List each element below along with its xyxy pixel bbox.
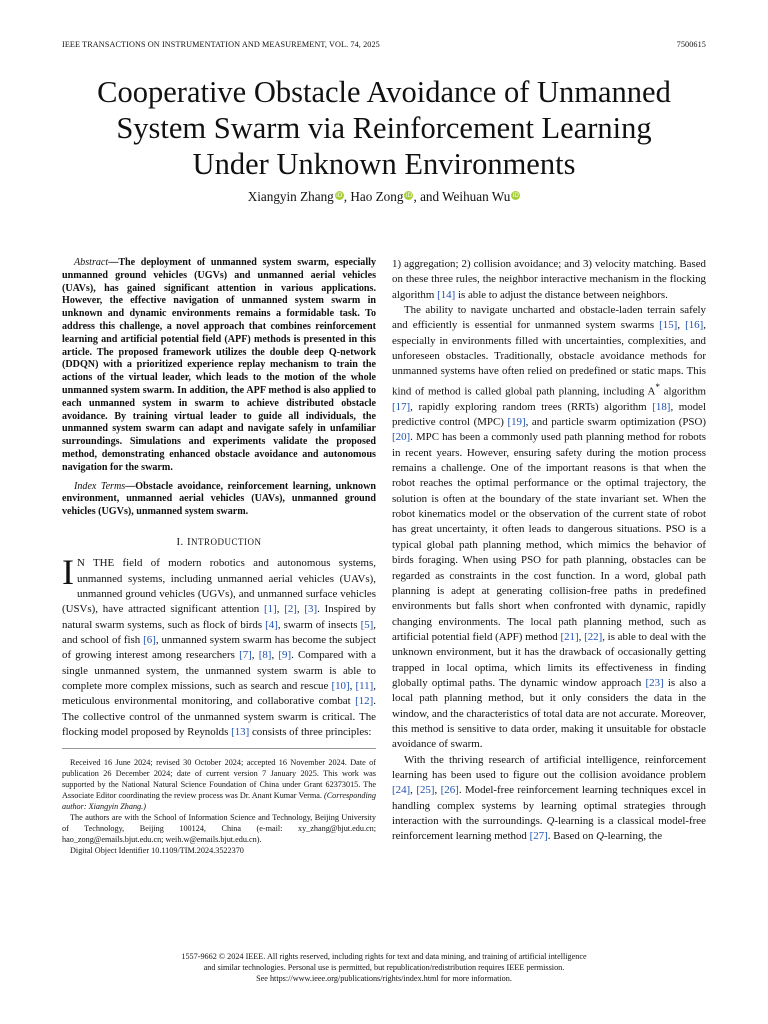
index-terms-text: Obstacle avoidance, reinforcement learning, unknown environment, unmanned aerial vehicles (UAVs), unmanned ground vehicles (UGVs), unmanned system swarm.	[62, 480, 376, 518]
index-terms-dash: —	[125, 480, 136, 492]
citation-link[interactable]: [26]	[440, 784, 459, 797]
body-text: N THE field of modern robotics and autonomous systems, unmanned systems, including unmanned aerial vehicles (UAVs), unmanned ground vehicles (UGVs), and unmanned surface vehicles (USVs), have attracted significant attention	[62, 557, 376, 616]
body-text: . MPC has been a commonly used path planning method for robots in recent years. However, ensuring safety during the motion process remains a challenge. One of the important reasons is that when the robot reaches the optimal performance or the optimal trajectory, the solution is often at the boundary of the state invariant set. When the robot kinematics model or the observation of the current state of robot has great uncertainty, it often leads to dangerous situations. PSO is a typical global path planning method, which mimics the behavior of birds foraging. When using PSO for path planning, obstacles can be regarded as constraints in the cost function. In a word, global path planning is adept at generating collision-free paths in predefined environments but falls short when confronted with dynamic, rapidly changing environments. The local path planning method, such as artificial potential field (APF) method	[392, 431, 706, 643]
citation-link[interactable]: [2]	[284, 603, 297, 616]
title-line-2: System Swarm via Reinforcement Learning	[116, 111, 652, 145]
journal-name: IEEE TRANSACTIONS ON INSTRUMENTATION AND MEASUREMENT, VOL. 74, 2025	[62, 40, 380, 49]
abstract-label: Abstract	[74, 257, 109, 268]
page-number: 7500615	[676, 40, 706, 49]
body-text: ,	[271, 649, 279, 662]
body-text: , is able to deal with the unknown environment, but it has the drawback of occasionally getting trapped in local optima, which limits its effectiveness in finding globally optimal paths. The dynamic window approach	[392, 630, 706, 689]
section-heading	[62, 535, 376, 550]
body-text: . Inspired by natural swarm systems, such as flock of birds	[62, 603, 376, 631]
drop-cap: I	[62, 552, 74, 593]
section-numeral: I.	[176, 535, 184, 548]
corresponding-author: (Corresponding author: Xiangyin Zhang.)	[62, 791, 376, 812]
section-title-rest: NTRODUCTION	[191, 536, 262, 547]
citation-link[interactable]: [22]	[584, 630, 603, 643]
body-text: , meticulous environmental monitoring, and collaborative combat	[62, 680, 376, 708]
index-terms-label: Index Terms	[74, 480, 126, 492]
body-text: , especially in environments filled with uncertainties, complexities, and unforeseen obstacles. Traditionally, obstacle avoidance methods for unmanned systems have often relied on predefined or static maps. This kind of method is called global path planning, including A	[392, 319, 706, 398]
body-text: ,	[349, 680, 356, 693]
index-terms	[62, 481, 376, 519]
doi-line[interactable]: Digital Object Identifier 10.1109/TIM.2024.3522370	[70, 845, 244, 855]
abstract	[62, 257, 376, 475]
citation-link[interactable]: [8]	[258, 649, 272, 662]
copyright-line: and similar technologies. Personal use is permitted, but republication/redistribution requires IEEE permission.	[203, 963, 565, 972]
abstract-dash: —	[108, 257, 119, 268]
body-text: , swarm of insects	[277, 618, 361, 631]
body-text: ,	[434, 784, 441, 797]
citation-link[interactable]: [3]	[304, 603, 318, 616]
footnote-received	[62, 758, 376, 813]
copyright-notice	[60, 951, 708, 984]
body-text: , unmanned system swarm has become the subject of growing interest among researchers	[62, 634, 376, 662]
body-text: With the thriving research of artificial intelligence, reinforcement learning has been used to figure out the collision avoidance problem	[392, 753, 706, 781]
body-text: The ability to navigate uncharted and obstacle-laden terrain safely and efficiently is essential for unmanned system swarms	[392, 304, 706, 332]
left-column	[62, 257, 376, 857]
body-text: algorithm	[659, 385, 706, 398]
body-text: , and school of fish	[62, 618, 376, 646]
citation-link[interactable]: [20]	[392, 431, 411, 444]
body-text: , and particle swarm optimization (PSO)	[525, 416, 706, 429]
section-title-initial: I	[186, 535, 192, 548]
abstract-text: The deployment of unmanned system swarm, especially unmanned ground vehicles (UGVs) and unmanned aerial vehicles (UAVs), has gained significant attention in various applications. However, the effective navigation of unmanned system swarm in unknown and dynamic environments remains a formidable task. To address this challenge, a novel approach that combines reinforcement learning and artificial potential field (APF) methods is presented in this article. The proposed framework utilizes the double deep Q-network (DDQN) with a prioritized experience replay mechanism to train the actions of the virtual leader, which leads to the motion of the whole unmanned system swarm. In addition, the APF method is also applied to each unmanned system in swarm to achieve distributed obstacle avoidance. By training virtual leader to guide all individuals, the unmanned system swarm can adapt and navigate safely in unfamiliar surroundings. Simulations and experiments validate the proposed method, demonstrating enhanced obstacle avoidance and autonomous navigation for the swarm.	[62, 257, 376, 473]
footnote-affiliation: The authors are with the School of Information Science and Technology, Beijing University of Technology, Beijing 100124, China (e-mail: xy_zhang@bjut.edu.cn; hao_zong@emails.bjut.edu.cn; weih.w@emails.bjut.edu.cn).	[62, 812, 376, 844]
superscript: *	[655, 381, 660, 392]
body-text: consists of three principles:	[249, 726, 372, 739]
body-paragraph	[392, 303, 706, 753]
right-column	[392, 257, 706, 845]
body-text: ,	[251, 649, 259, 662]
citation-link[interactable]: [23]	[645, 676, 664, 689]
body-paragraph	[392, 753, 706, 845]
math-symbol: Q	[596, 830, 605, 843]
orcid-icon[interactable]: iD	[405, 192, 413, 199]
body-text: ,	[410, 784, 417, 797]
author-list	[40, 189, 728, 205]
paper-title	[40, 74, 728, 182]
body-text: ,	[296, 603, 305, 616]
author-name: Weihuan Wu	[442, 189, 511, 204]
citation-link[interactable]: [12]	[355, 695, 374, 708]
orcid-icon[interactable]: iD	[512, 192, 519, 199]
citation-link[interactable]: [15]	[659, 319, 678, 332]
body-text: ,	[677, 319, 686, 332]
body-text: 1) aggregation; 2) collision avoidance; and 3) velocity matching. Based on these three rules, the neighbor interactive mechanism in the flocking algorithm	[392, 258, 706, 301]
author-name: Hao Zong	[350, 189, 404, 204]
title-line-3: Under Unknown Environments	[192, 147, 576, 181]
citation-link[interactable]: [17]	[392, 400, 411, 413]
body-text: . Based on	[547, 830, 597, 843]
body-text: is also a local path planning method, but it only considers the data in the window, and the characteristics of total data are not accurate. Moreover, this method is sensitive to data order, making it unsuitable for obstacle avoidance of swarm.	[392, 676, 706, 751]
citation-link[interactable]: [6]	[143, 634, 156, 646]
footnote-divider	[62, 748, 376, 749]
body-text: ,	[276, 603, 285, 616]
copyright-line: 1557-9662 © 2024 IEEE. All rights reserved, including rights for text and data mining, and training of artificial intelligence	[181, 952, 587, 961]
citation-link[interactable]: [18]	[652, 400, 671, 413]
citation-link[interactable]: [10]	[331, 680, 350, 693]
intro-paragraph	[62, 552, 376, 740]
citation-link[interactable]: [1]	[264, 603, 277, 616]
body-text: -learning is a classical model-free reinforcement learning method	[392, 815, 706, 843]
citation-link[interactable]: [24]	[392, 784, 411, 797]
author-separator: ,	[343, 189, 351, 204]
citation-link[interactable]: [7]	[239, 649, 252, 662]
citation-link[interactable]: [11]	[355, 680, 374, 693]
citation-link[interactable]: [4]	[265, 618, 278, 631]
citation-link[interactable]: [9]	[278, 649, 292, 662]
body-text: , rapidly exploring random trees (RRTs) algorithm	[410, 400, 653, 413]
citation-link[interactable]: [14]	[437, 288, 456, 301]
footnote-text: Received 16 June 2024; revised 30 October 2024; accepted 16 November 2024. Date of publication 26 December 2024; date of current version 7 January 2025. This work was supported by the National Natural Science Foundation of China under Grant 62373015. The Associate Editor coordinating the review process was Dr. Anant Kumar Verma.	[62, 758, 376, 801]
math-symbol: Q	[546, 815, 555, 827]
body-text: . Compared with a single unmanned system, the unmanned system swarm is able to complete more complex missions, such as search and rescue	[62, 649, 376, 693]
citation-link[interactable]: [5]	[360, 618, 374, 631]
body-paragraph	[392, 257, 706, 303]
running-header	[62, 40, 706, 52]
citation-link[interactable]: [27]	[529, 830, 548, 843]
citation-link[interactable]: [19]	[507, 416, 526, 429]
citation-link[interactable]: [16]	[685, 319, 704, 332]
footnote	[62, 758, 376, 856]
citation-link[interactable]: [21]	[560, 630, 579, 643]
author-name: Xiangyin Zhang	[247, 189, 334, 204]
title-line-1: Cooperative Obstacle Avoidance of Unmanned	[97, 75, 671, 109]
body-text: ,	[578, 630, 585, 643]
body-text: is able to adjust the distance between neighbors.	[455, 288, 668, 301]
citation-link[interactable]: [25]	[416, 784, 435, 797]
citation-link[interactable]: [13]	[231, 726, 250, 739]
body-text: -learning, the	[604, 830, 663, 843]
body-text: . The collective control of the unmanned system swarm is critical. The flocking model proposed by Reynolds	[62, 695, 376, 739]
body-text: . Model-free reinforcement learning techniques excel in handling complex systems by learning optimal strategies through interaction with the surroundings.	[392, 784, 706, 827]
orcid-icon[interactable]: iD	[336, 192, 343, 199]
author-separator: , and	[413, 189, 443, 204]
body-text: , model predictive control (MPC)	[392, 400, 707, 429]
copyright-line[interactable]: See https://www.ieee.org/publications/rights/index.html for more information.	[256, 974, 512, 983]
